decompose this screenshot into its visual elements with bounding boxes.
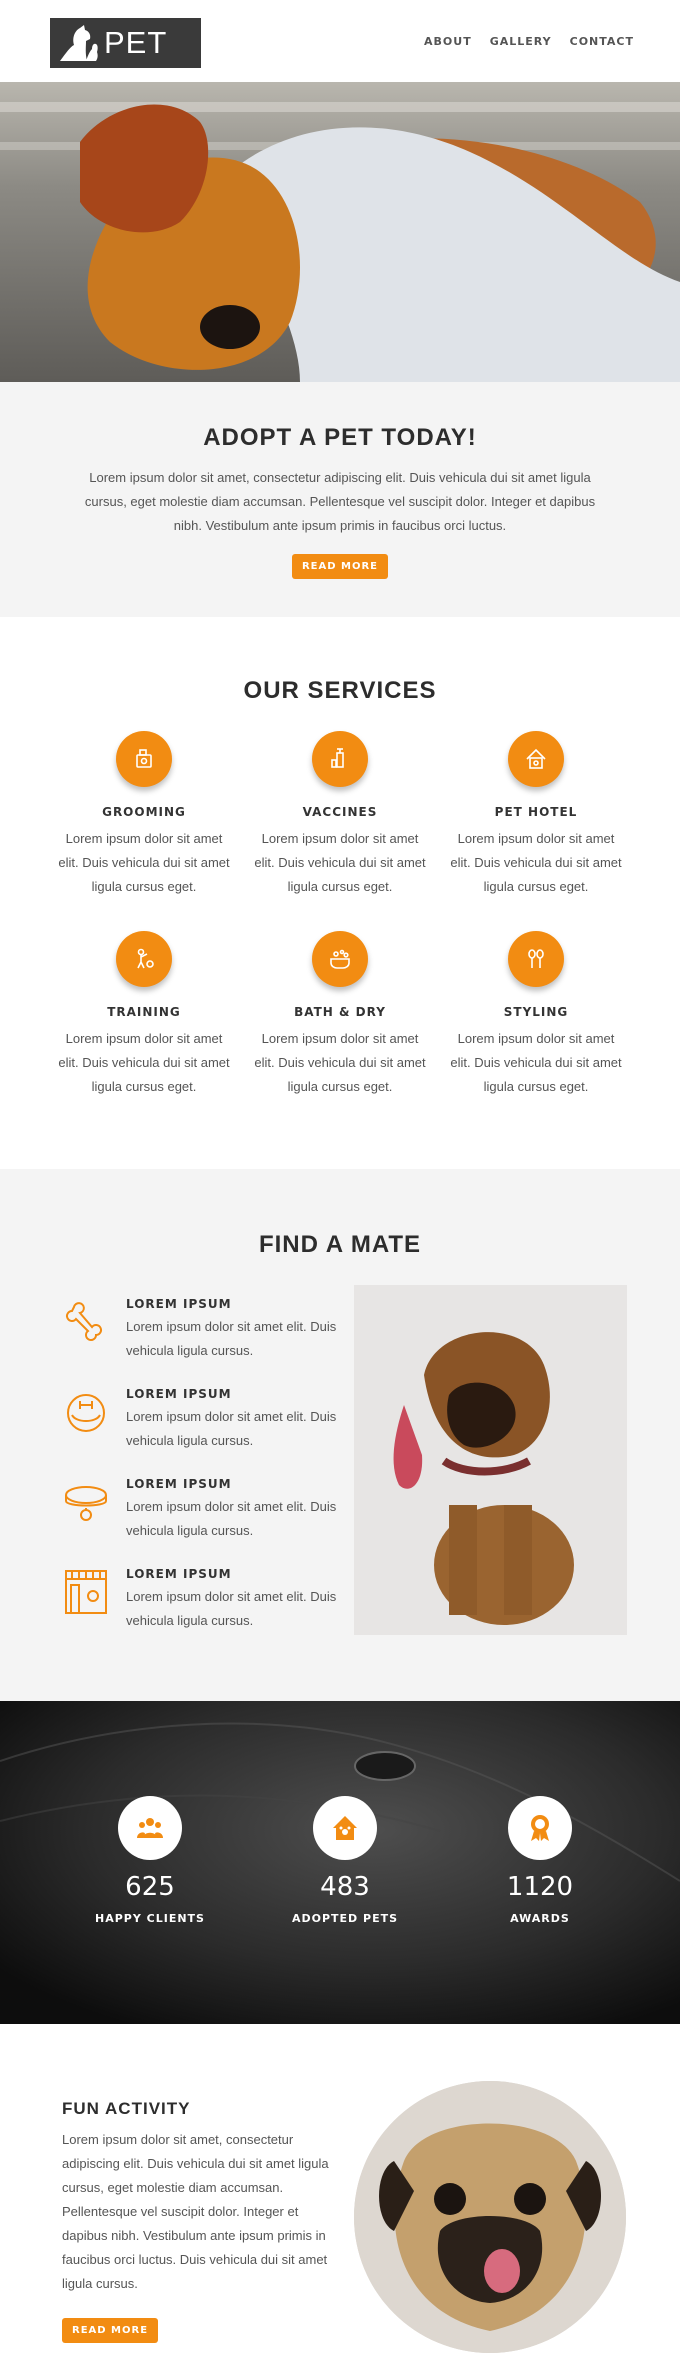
services-grid <box>0 731 680 1131</box>
mate-item <box>62 1297 352 1387</box>
service-title: VACCINES <box>302 805 378 819</box>
mate-item <box>62 1387 352 1477</box>
pet-bed-icon <box>62 1387 98 1477</box>
pet-home-icon <box>313 1796 377 1860</box>
stat-happy-clients <box>70 1796 230 1925</box>
services-title: OUR SERVICES <box>243 677 437 704</box>
service-text: Lorem ipsum dolor sit amet elit. Duis vehicula dui sit amet ligula cursus eget. <box>254 1031 426 1094</box>
fun-text: Lorem ipsum dolor sit amet, consectetur adipiscing elit. Duis vehicula dui sit amet ligula cursus, eget molestie diam accumsan. Pellentesque vel suscipit dolor. Integer et dapibus nibh. Vestibulum ante ipsum primis in faucibus orci luctus. Duis vehicula dui sit amet ligula cursus. <box>62 2132 329 2291</box>
grooming-icon <box>116 731 172 787</box>
service-title: TRAINING <box>107 1005 181 1019</box>
service-title: STYLING <box>503 1005 569 1019</box>
service-text: Lorem ipsum dolor sit amet elit. Duis vehicula dui sit amet ligula cursus eget. <box>58 831 230 894</box>
service-pet-hotel <box>438 731 634 931</box>
vaccine-icon <box>312 731 368 787</box>
service-text: Lorem ipsum dolor sit amet elit. Duis vehicula dui sit amet ligula cursus eget. <box>254 831 426 894</box>
logo[interactable] <box>50 18 201 68</box>
service-title: GROOMING <box>102 805 186 819</box>
mate-item-text: Lorem ipsum dolor sit amet elit. Duis vehicula ligula cursus. <box>126 1319 337 1358</box>
hero-image <box>0 82 680 382</box>
service-bath-dry <box>242 931 438 1131</box>
service-title: PET HOTEL <box>494 805 578 819</box>
mate-item <box>62 1477 352 1567</box>
adopt-title: ADOPT A PET TODAY! <box>203 424 477 451</box>
collar-icon <box>62 1477 98 1567</box>
mate-item-text: Lorem ipsum dolor sit amet elit. Duis vehicula ligula cursus. <box>126 1499 337 1538</box>
training-icon <box>116 931 172 987</box>
service-styling <box>438 931 634 1131</box>
stat-awards <box>460 1796 620 1925</box>
stat-value: 1120 <box>506 1872 574 1902</box>
pet-hotel-icon <box>508 731 564 787</box>
stat-value: 483 <box>320 1872 370 1902</box>
adopt-read-more-button[interactable]: READ MORE <box>292 554 388 579</box>
mate-item-heading: LOREM IPSUM <box>126 1477 232 1491</box>
bone-icon <box>62 1297 98 1387</box>
mate-item-heading: LOREM IPSUM <box>126 1567 232 1581</box>
stat-adopted-pets <box>265 1796 425 1925</box>
stat-label: AWARDS <box>510 1912 570 1925</box>
pug-photo <box>354 2081 626 2353</box>
stat-label: HAPPY CLIENTS <box>95 1912 205 1925</box>
people-icon <box>118 1796 182 1860</box>
styling-icon <box>508 931 564 987</box>
service-text: Lorem ipsum dolor sit amet elit. Duis vehicula dui sit amet ligula cursus eget. <box>450 831 622 894</box>
service-text: Lorem ipsum dolor sit amet elit. Duis vehicula dui sit amet ligula cursus eget. <box>58 1031 230 1094</box>
adopt-text: Lorem ipsum dolor sit amet, consectetur adipiscing elit. Duis vehicula dui sit amet ligula cursus, eget molestie diam accumsan. Pellentesque vel suscipit dolor. Integer et dapibus nibh. Vestibulum ante ipsum primis in faucibus orci luctus. <box>84 470 596 533</box>
stat-label: ADOPTED PETS <box>291 1912 399 1925</box>
mate-item-heading: LOREM IPSUM <box>126 1387 232 1401</box>
adopt-section <box>0 382 680 617</box>
stats-section <box>0 1701 680 2024</box>
dog-photo <box>354 1285 627 1635</box>
header <box>0 0 680 82</box>
mate-item-text: Lorem ipsum dolor sit amet elit. Duis vehicula ligula cursus. <box>126 1589 337 1628</box>
nav-gallery[interactable]: GALLERY <box>489 35 552 48</box>
mate-list <box>62 1297 352 1657</box>
stat-value: 625 <box>125 1872 175 1902</box>
service-training <box>46 931 242 1131</box>
mate-title: FIND A MATE <box>258 1231 422 1258</box>
main-nav <box>424 35 634 48</box>
fun-activity-section <box>0 2024 680 2365</box>
service-vaccines <box>242 731 438 931</box>
service-text: Lorem ipsum dolor sit amet elit. Duis vehicula dui sit amet ligula cursus eget. <box>450 1031 622 1094</box>
service-title: BATH & DRY <box>294 1005 386 1019</box>
mate-item <box>62 1567 352 1657</box>
logo-text: PET <box>104 25 168 60</box>
bath-icon <box>312 931 368 987</box>
dog-cat-logo-icon <box>56 23 100 63</box>
fun-read-more-button[interactable]: READ MORE <box>62 2318 158 2343</box>
pet-shop-icon <box>62 1567 98 1657</box>
mate-item-heading: LOREM IPSUM <box>126 1297 232 1311</box>
find-a-mate-section <box>0 1169 680 1701</box>
service-grooming <box>46 731 242 931</box>
nav-about[interactable]: ABOUT <box>424 35 472 48</box>
award-icon <box>508 1796 572 1860</box>
fun-title: FUN ACTIVITY <box>62 2099 191 2118</box>
mate-item-text: Lorem ipsum dolor sit amet elit. Duis vehicula ligula cursus. <box>126 1409 337 1448</box>
nav-contact[interactable]: CONTACT <box>569 35 634 48</box>
services-section <box>0 617 680 1169</box>
